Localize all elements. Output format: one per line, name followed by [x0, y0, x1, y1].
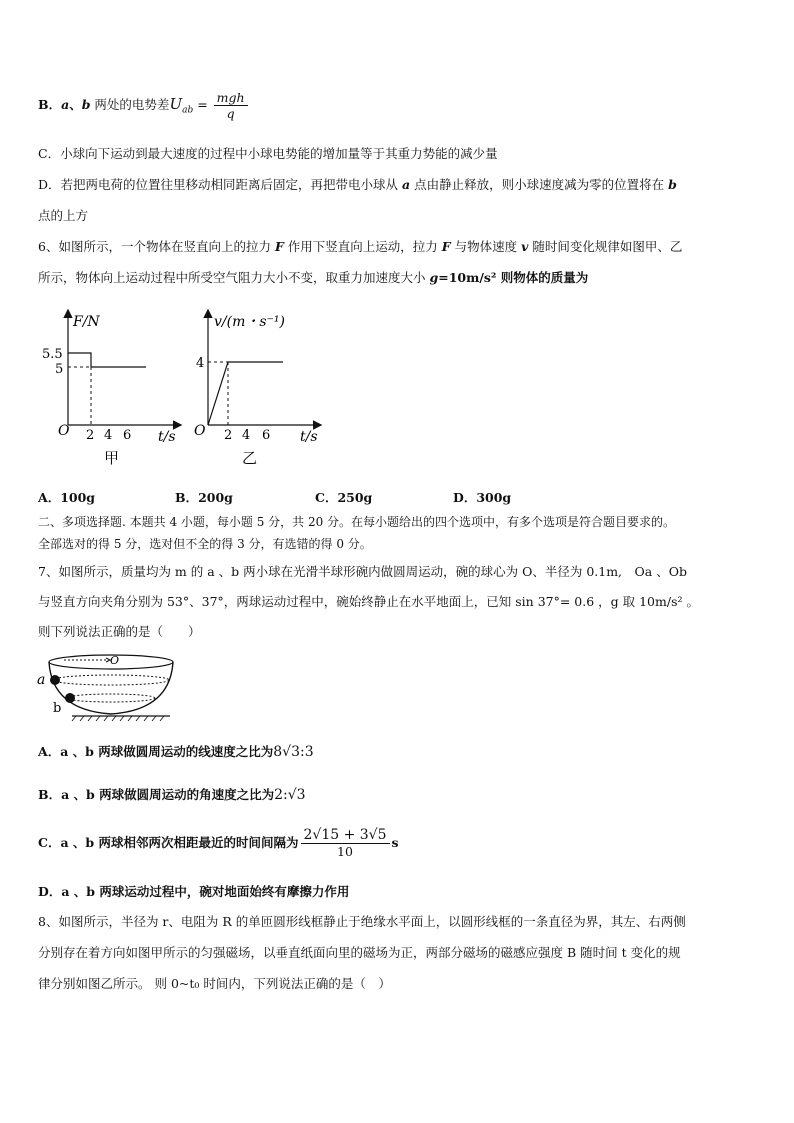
orbit-a — [53, 675, 169, 685]
ball-label-a: a — [37, 672, 46, 688]
fraction-mgh-over-q: $\frac{\text{mgh}}{q}$ — [214, 90, 248, 121]
bowl-diagram — [34, 650, 174, 725]
x-tick-label: 4 — [104, 428, 113, 443]
q8-stem-line3: 律分别如图乙所示。 则 0~t₀ 时间内，下列说法正确的是（ ） — [38, 976, 391, 991]
q7-option-c: C．a 、b 两球相邻两次相距最近的时间间隔为 $\frac{2√15 + 3√5}{10}$ s — [38, 827, 399, 859]
x-tick-label: 2 — [86, 428, 95, 443]
ground-hatching — [72, 716, 164, 721]
q8-stem-line2: 分别存在着方向如图甲所示的匀强磁场，以垂直纸面向里的磁场为正，两部分磁场的磁感应强度 B 随时间 t 变化的规 — [38, 945, 681, 960]
q5-option-d-line1: D．若把两电荷的位置往里移动相同距离后固定，再把带电小球从 a 点由静止释放，则小球速度减为零的位置将在 b — [38, 177, 677, 192]
x-axis-label: t/s — [158, 429, 176, 445]
q7-stem-line3: 则下列说法正确的是（ ） — [38, 624, 201, 639]
y-tick-label: 5.5 — [42, 347, 63, 362]
x-tick-label: 6 — [123, 428, 132, 443]
force-line-segment-1 — [68, 353, 91, 367]
figure-caption: 乙 — [242, 449, 258, 467]
y-axis-label: v/(m・s⁻¹) — [214, 314, 286, 330]
q7-stem-line2: 与竖直方向夹角分别为 53°、37°，两球运动过程中，碗始终静止在水平地面上，已知 sin 37°= 0.6 ，g 取 10m/s² 。 — [38, 594, 699, 609]
q8-stem-line1: 8、如图所示，半径为 r、电阻为 R 的单匝圆形线框静止于绝缘水平面上，以圆形线框的一条直径为界，其左、右两侧 — [38, 914, 686, 929]
figure-bowl — [34, 650, 174, 725]
origin-label: O — [194, 423, 206, 439]
fraction-time-interval: $\frac{2√15 + 3√5}{10}$ — [301, 828, 390, 859]
q6-option-c: C．250g — [315, 490, 373, 505]
orbit-b — [67, 694, 155, 702]
q6-option-d: D．300g — [453, 490, 512, 505]
figure-velocity-time — [188, 305, 338, 485]
y-axis-label: F/N — [73, 314, 100, 330]
q6-option-b: B．200g — [175, 490, 233, 505]
figure-caption: 甲 — [104, 449, 120, 467]
center-label-o: O — [110, 654, 120, 667]
q7-option-b: B．a 、b 两球做圆周运动的角速度之比为2:√3 — [38, 787, 306, 803]
q6-stem-line2: 所示，物体向上运动过程中所受空气阻力大小不变，取重力加速度大小 g=10m/s² 则物体的质量为 — [38, 270, 589, 285]
ball-label-b: b — [53, 701, 62, 716]
q7-option-d: D．a 、b 两球运动过程中，碗对地面始终有摩擦力作用 — [38, 884, 350, 899]
q5-option-b: B．a、b 两处的电势差$U_{ab}$ = $\frac{\text{mgh}}{q}$ — [38, 90, 250, 121]
ball-b — [65, 693, 75, 703]
x-axis-label: t/s — [300, 429, 318, 445]
section2-instructions-line1: 二、多项选择题. 本题共 4 小题，每小题 5 分，共 20 分。在每小题给出的四个选项中，有多个选项是符合题目要求的。 — [38, 515, 676, 529]
q5-option-d-line2: 点的上方 — [38, 208, 89, 223]
y-tick-label: 5 — [55, 362, 64, 377]
ball-a — [50, 675, 60, 685]
bowl-body — [49, 662, 173, 714]
x-tick-label: 6 — [262, 428, 271, 443]
x-tick-label: 4 — [242, 428, 251, 443]
force-time-graph — [38, 305, 188, 485]
q6-option-a: A．100g — [38, 490, 96, 505]
velocity-time-graph — [188, 305, 338, 485]
q6-stem-line1: 6、如图所示，一个物体在竖直向上的拉力 F 作用下竖直向上运动，拉力 F 与物体速度 v 随时间变化规律如图甲、乙 — [38, 239, 683, 254]
section2-instructions-line2: 全部选对的得 5 分，选对但不全的得 3 分，有选错的得 0 分。 — [38, 537, 372, 551]
q7-option-a: A．a 、b 两球做圆周运动的线速度之比为8√3:3 — [38, 744, 314, 760]
q5-option-c: C．小球向下运动到最大速度的过程中小球电势能的增加量等于其重力势能的减少量 — [38, 146, 498, 161]
q7-stem-line1: 7、如图所示，质量均为 m 的 a 、b 两小球在光滑半球形碗内做圆周运动，碗的球心为 O、半径为 0.1m, Oa 、Ob — [38, 564, 687, 579]
origin-label: O — [58, 423, 70, 439]
y-tick-label: 4 — [196, 356, 205, 371]
x-tick-label: 2 — [224, 428, 233, 443]
velocity-line — [208, 362, 283, 425]
figure-force-time — [38, 305, 188, 485]
